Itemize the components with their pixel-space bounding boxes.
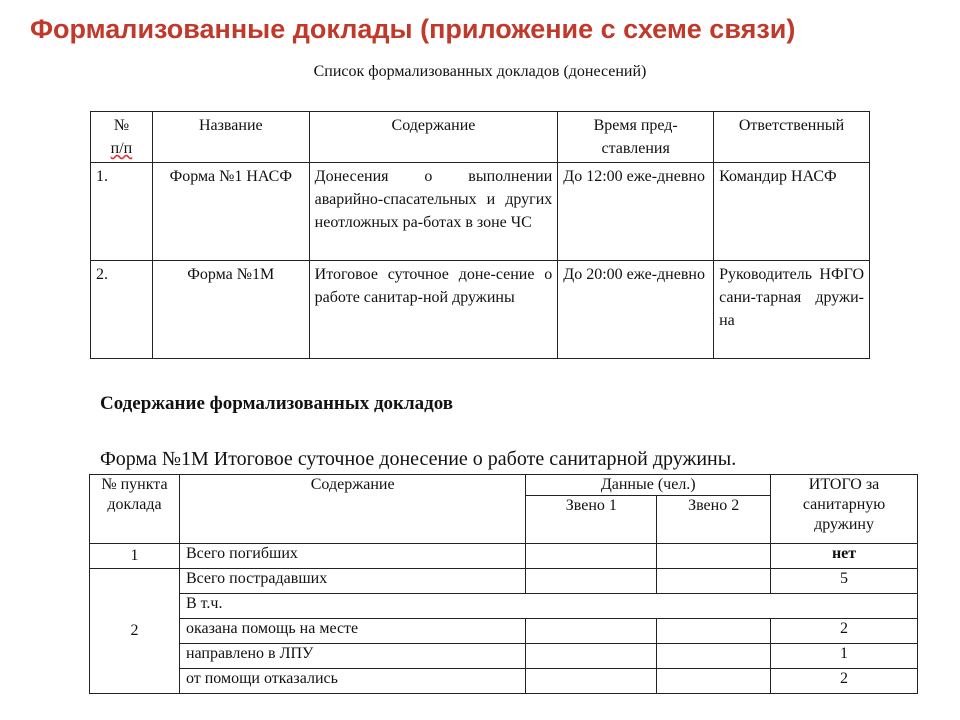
row-content: от помощи отказались: [179, 669, 525, 694]
list-table-caption: Список формализованных докладов (донесений): [313, 63, 647, 80]
table-row: [90, 594, 918, 619]
row-unit1: [526, 669, 657, 694]
table-row: [90, 669, 918, 694]
row-unit2: [657, 619, 771, 644]
row-unit2: [657, 669, 771, 694]
header-num: [91, 112, 153, 163]
row-content: Итоговое суточное доне-сение о работе санитар-ной дружины: [309, 261, 558, 359]
header-unit1: Звено 1: [526, 496, 657, 544]
row-name: Форма №1 НАСФ: [152, 163, 309, 261]
table-row: [90, 544, 918, 569]
table-row: [90, 569, 918, 594]
row-time: До 12:00 еже-дневно: [558, 163, 714, 261]
header-responsible: Ответственный: [714, 112, 870, 163]
form-section-heading: Содержание формализованных докладов: [100, 393, 454, 414]
header-name: Название: [152, 112, 309, 163]
row-responsible: Руководитель НФГО сани-тарная дружи-на: [714, 261, 870, 359]
form-section-subheading: Форма №1М Итоговое суточное донесение о работе санитарной дружины.: [100, 448, 737, 470]
row-unit2: [657, 569, 771, 594]
row-unit2: [657, 544, 771, 569]
header-item: № пункта доклада: [90, 475, 180, 544]
reports-list-table: [90, 111, 870, 359]
row-content: Донесения о выполнении аварийно-спасательных и других неотложных ра-ботах в зоне ЧС: [309, 163, 558, 261]
header-num-line1: №: [113, 117, 130, 134]
row-content: Всего погибших: [179, 544, 525, 569]
row-responsible: Командир НАСФ: [714, 163, 870, 261]
row-content: оказана помощь на месте: [179, 619, 525, 644]
row-item: 1: [90, 544, 180, 569]
table-row: [90, 619, 918, 644]
row-content: Всего пострадавших: [179, 569, 525, 594]
header-data: Данные (чел.): [526, 475, 771, 496]
header-time: Время пред-ставления: [558, 112, 714, 163]
row-total: 1: [771, 644, 918, 669]
header-content: Содержание: [309, 112, 558, 163]
row-total: нет: [771, 544, 918, 569]
row-name: Форма №1М: [152, 261, 309, 359]
row-unit1: [526, 569, 657, 594]
row-content: направлено в ЛПУ: [179, 644, 525, 669]
row-content: В т.ч.: [179, 594, 917, 619]
row-unit1: [526, 544, 657, 569]
row-unit1: [526, 644, 657, 669]
row-item: 2: [90, 569, 180, 694]
header-content: Содержание: [179, 475, 525, 544]
table-row: [91, 261, 870, 359]
header-unit2: Звено 2: [657, 496, 771, 544]
row-unit2: [657, 644, 771, 669]
slide-title: Формализованные доклады (приложение с схеме связи): [30, 14, 796, 44]
row-total: 5: [771, 569, 918, 594]
row-unit1: [526, 619, 657, 644]
form-1m-table: [89, 474, 918, 694]
table-row: [90, 644, 918, 669]
row-total: 2: [771, 619, 918, 644]
table-header-row: [90, 475, 918, 496]
header-num-line2: п/п: [110, 140, 133, 157]
row-num: 2.: [91, 261, 153, 359]
row-total: 2: [771, 669, 918, 694]
row-time: До 20:00 еже-дневно: [558, 261, 714, 359]
header-total: ИТОГО за санитарную дружину: [771, 475, 918, 544]
row-num: 1.: [91, 163, 153, 261]
table-header-row: [91, 112, 870, 163]
table-row: [91, 163, 870, 261]
